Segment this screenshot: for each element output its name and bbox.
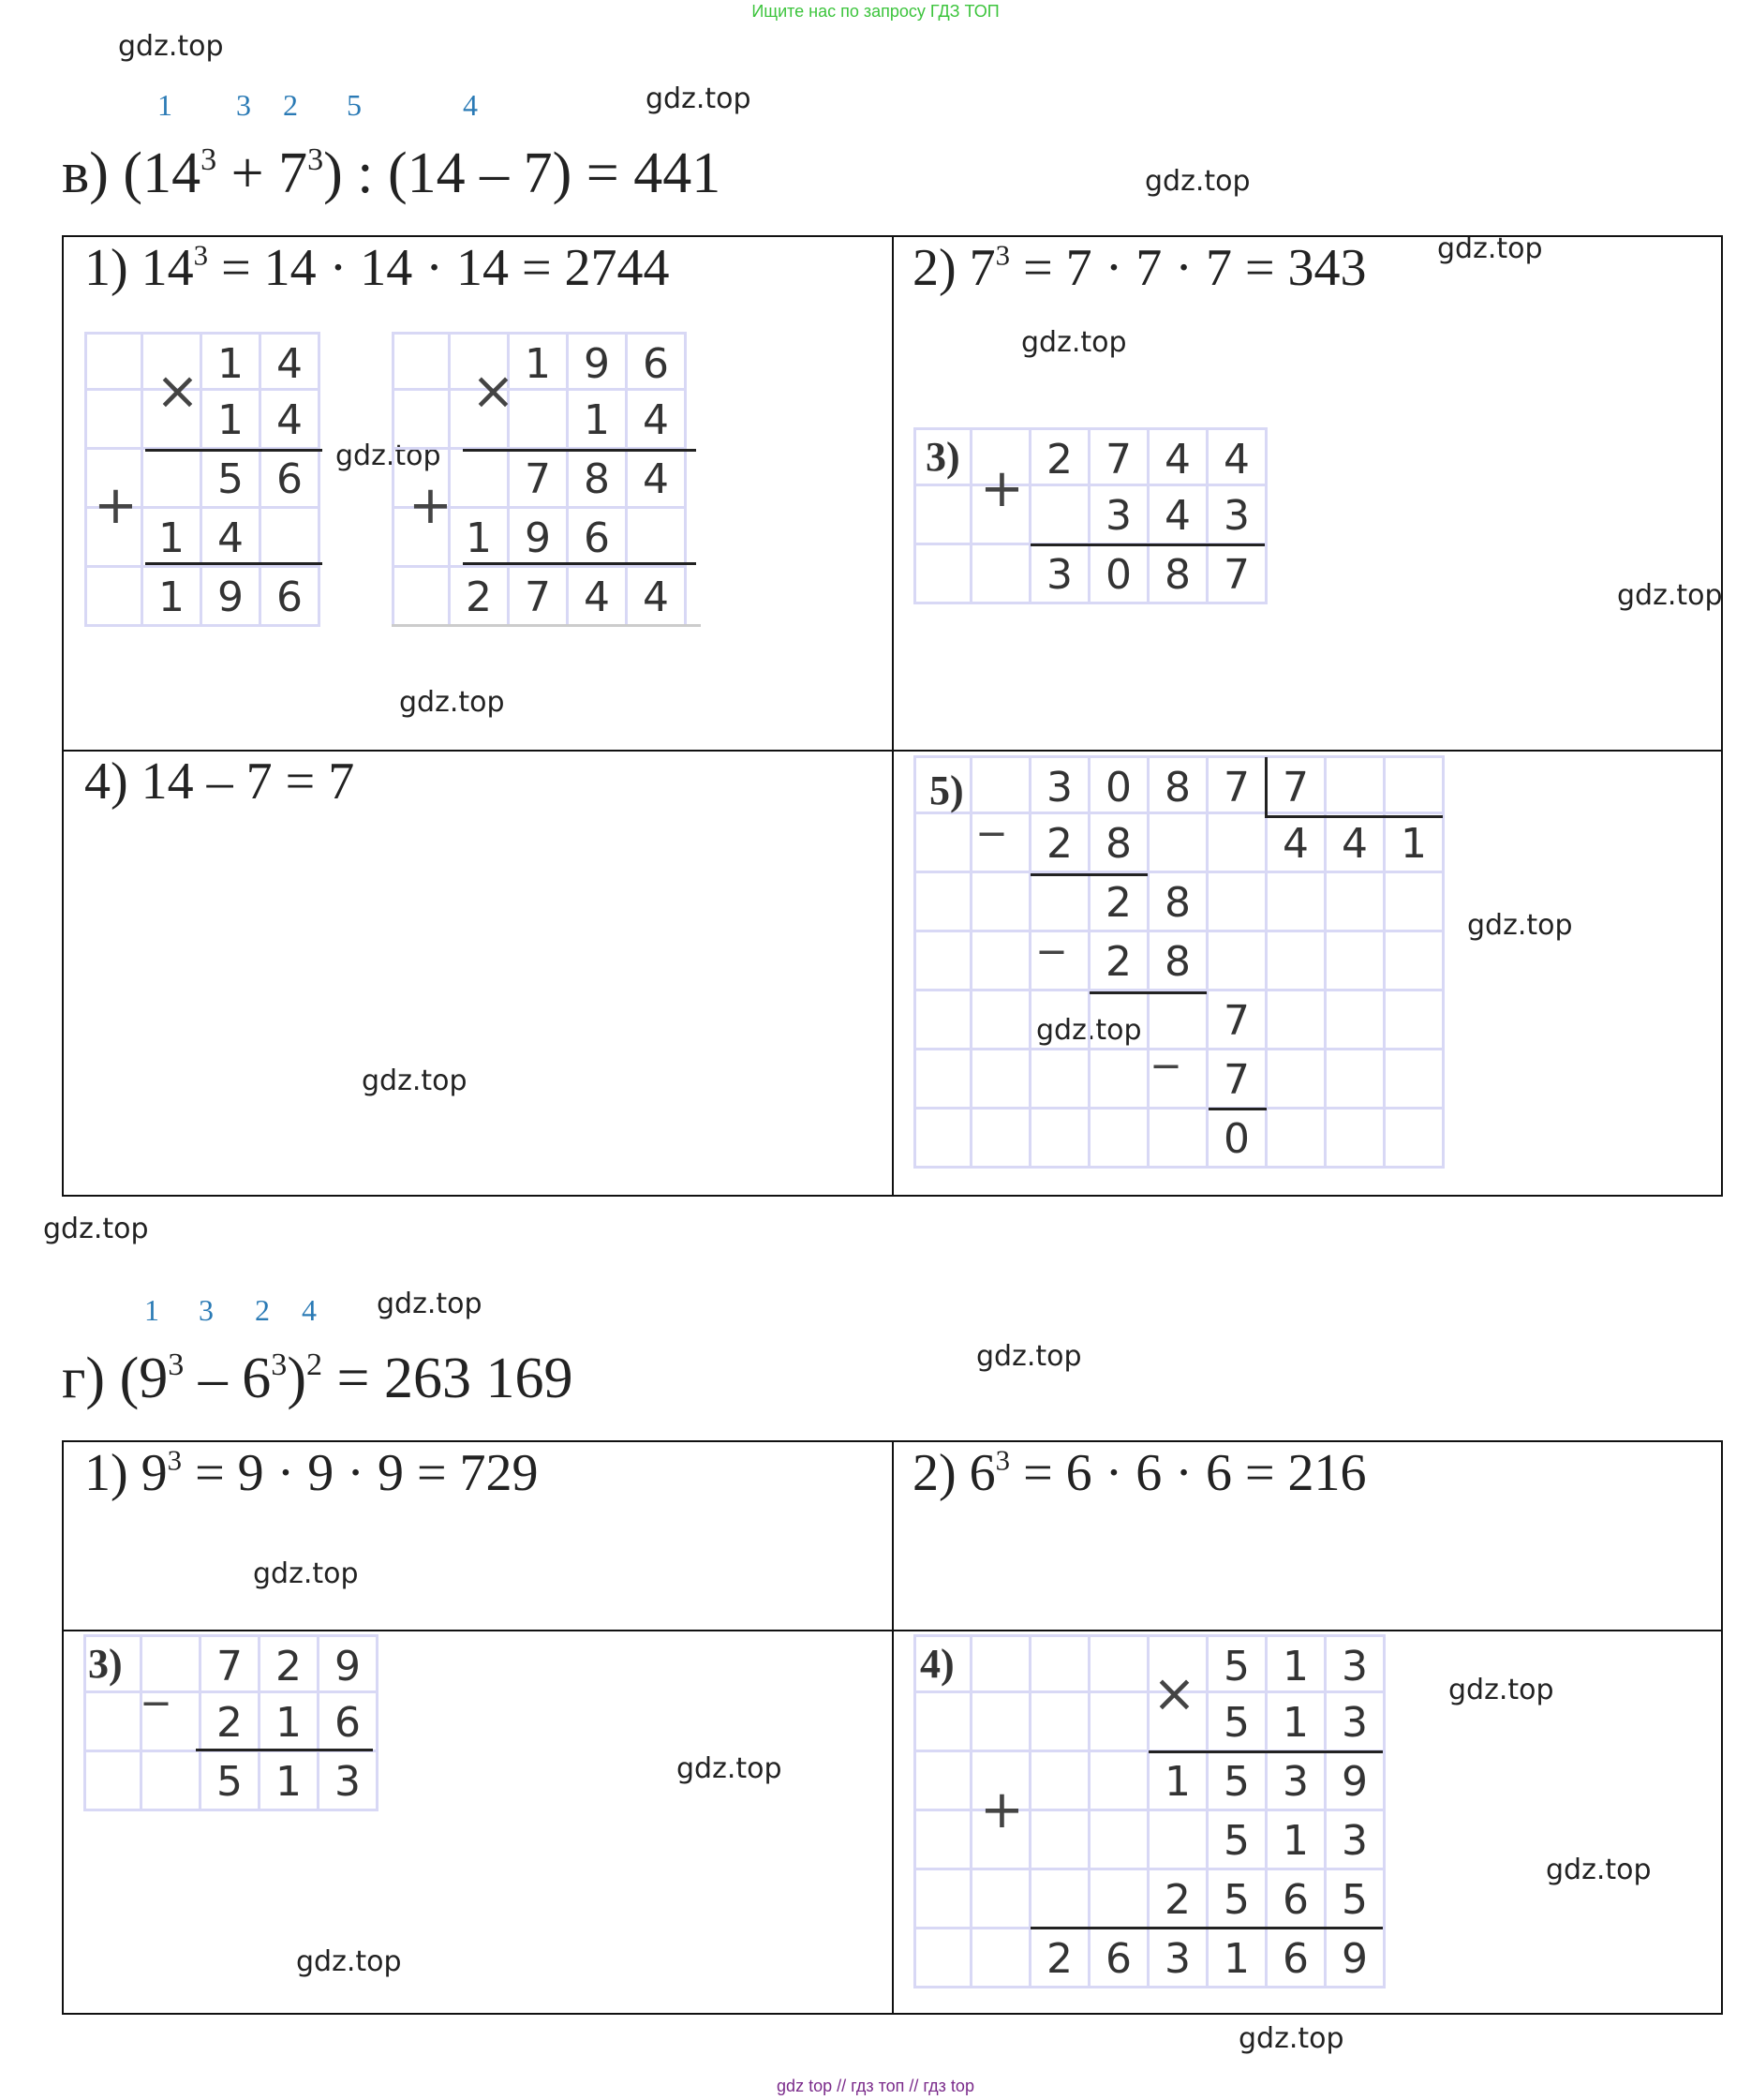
grid-cell xyxy=(451,450,510,509)
grid-cell xyxy=(84,332,143,391)
grid-cell xyxy=(1386,1110,1445,1169)
digit-cell: 5 xyxy=(1209,1693,1268,1752)
digit-cell: 0 xyxy=(1209,1110,1268,1169)
grid-cell xyxy=(392,391,451,450)
digit-cell: 4 xyxy=(1268,814,1327,873)
digit-cell: 1 xyxy=(202,332,261,391)
grid-cell xyxy=(1268,932,1327,991)
grid-cell xyxy=(1031,486,1091,545)
watermark: gdz.top xyxy=(645,82,751,115)
digit-cell: 5 xyxy=(1209,1870,1268,1929)
digit-cell: 2 xyxy=(1031,1929,1091,1988)
digit-cell: 2 xyxy=(1150,1870,1209,1929)
watermark: gdz.top xyxy=(377,1288,482,1320)
digit-cell: 8 xyxy=(1150,545,1209,604)
grid-cell xyxy=(1327,873,1386,932)
grid-cell xyxy=(913,1693,972,1752)
grid-cell xyxy=(628,509,687,568)
digit-cell: 3 xyxy=(1209,486,1268,545)
watermark: gdz.top xyxy=(976,1340,1082,1373)
grid-cell xyxy=(84,391,143,450)
digit-cell: 4 xyxy=(261,391,320,450)
division-bracket xyxy=(1265,757,1268,817)
grid-cell xyxy=(1031,1870,1091,1929)
grid-cell xyxy=(1091,991,1150,1050)
table-divider xyxy=(892,235,894,1197)
digit-cell: 2 xyxy=(451,568,510,627)
grid-cell xyxy=(1031,1752,1091,1811)
task-letter: в) xyxy=(62,141,109,205)
digit-cell: 6 xyxy=(1268,1870,1327,1929)
multiply-sign: × xyxy=(471,361,515,422)
grid-cell xyxy=(392,332,451,391)
result-line xyxy=(463,449,696,452)
digit-cell: 6 xyxy=(1091,1929,1150,1988)
digit-cell: 9 xyxy=(1327,1752,1386,1811)
digit-cell: 6 xyxy=(569,509,628,568)
watermark: gdz.top xyxy=(676,1752,782,1785)
grid-cell xyxy=(913,1110,972,1169)
step-label: 3) xyxy=(88,1641,123,1687)
minus-sign: _ xyxy=(1040,900,1063,954)
digit-cell: 6 xyxy=(628,332,687,391)
digit-cell: 2 xyxy=(260,1634,319,1693)
grid-cell xyxy=(972,1110,1031,1169)
result-line xyxy=(1031,544,1265,546)
digit-cell: 1 xyxy=(1150,1752,1209,1811)
plus-sign: + xyxy=(980,1780,1024,1840)
watermark: gdz.top xyxy=(1239,2022,1344,2055)
watermark: gdz.top xyxy=(1448,1674,1554,1706)
digit-cell: 1 xyxy=(202,391,261,450)
digit-cell: 1 xyxy=(1386,814,1445,873)
order-mark: 4 xyxy=(463,88,478,122)
result-line xyxy=(1031,873,1148,876)
grid-cell xyxy=(1327,991,1386,1050)
order-mark: 1 xyxy=(157,88,172,122)
digit-cell: 8 xyxy=(569,450,628,509)
step-2: 2) $6^3 = 6 \cdot 6 \cdot 6 = 216$ xyxy=(913,1444,1367,1502)
result-line xyxy=(1090,991,1207,994)
digit-cell: 2 xyxy=(1031,427,1091,486)
order-mark: 2 xyxy=(283,88,298,122)
grid-cell xyxy=(913,1811,972,1870)
result-line xyxy=(145,449,322,452)
digit-cell: 0 xyxy=(1091,755,1150,814)
digit-cell: 7 xyxy=(1268,755,1327,814)
digit-cell: 5 xyxy=(202,450,261,509)
digit-cell: 1 xyxy=(143,509,202,568)
digit-cell: 9 xyxy=(569,332,628,391)
task-letter: г) xyxy=(62,1347,106,1410)
grid-cell xyxy=(1268,991,1327,1050)
digit-cell: 1 xyxy=(260,1693,319,1752)
digit-cell: 1 xyxy=(1268,1693,1327,1752)
digit-cell: 1 xyxy=(1268,1811,1327,1870)
grid-cell xyxy=(1386,755,1445,814)
digit-cell: 3 xyxy=(1031,545,1091,604)
digit-cell: 5 xyxy=(1209,1811,1268,1870)
grid-cell xyxy=(972,1870,1031,1929)
result-line xyxy=(145,562,322,565)
grid-cell xyxy=(510,391,569,450)
step-label: 3) xyxy=(926,434,960,480)
grid-cell xyxy=(972,932,1031,991)
footer-banner[interactable]: gdz top // гдз топ // гдз top xyxy=(777,2077,974,2095)
grid-cell xyxy=(972,1634,1031,1693)
digit-cell: 4 xyxy=(628,450,687,509)
digit-cell: 6 xyxy=(1268,1929,1327,1988)
grid-cell xyxy=(1386,932,1445,991)
minus-sign: _ xyxy=(980,782,1003,836)
grid-cell xyxy=(1268,873,1327,932)
order-mark: 2 xyxy=(255,1293,270,1327)
grid-cell xyxy=(1031,991,1091,1050)
grid-cell xyxy=(913,991,972,1050)
watermark: gdz.top xyxy=(1021,326,1127,359)
grid-cell xyxy=(1268,1050,1327,1110)
digit-cell: 7 xyxy=(1209,755,1268,814)
step-1: 1) $14^3 = 14 \cdot 14 \cdot 14 = 2744$ xyxy=(84,239,670,297)
grid-cell xyxy=(913,545,972,604)
watermark: gdz.top xyxy=(1145,165,1251,198)
digit-cell: 7 xyxy=(510,450,569,509)
digit-cell: 6 xyxy=(261,568,320,627)
grid-cell xyxy=(972,873,1031,932)
digit-cell: 7 xyxy=(201,1634,260,1693)
digit-cell: 4 xyxy=(1209,427,1268,486)
digit-cell: 7 xyxy=(1209,991,1268,1050)
grid-cell xyxy=(1031,1811,1091,1870)
grid-cell xyxy=(1386,991,1445,1050)
grid-cell xyxy=(913,932,972,991)
digit-cell: 1 xyxy=(1209,1929,1268,1988)
order-mark: 3 xyxy=(199,1293,214,1327)
digit-cell: 3 xyxy=(1327,1634,1386,1693)
step-2: 2) $7^3 = 7 \cdot 7 \cdot 7 = 343$ xyxy=(913,239,1367,297)
grid-cell xyxy=(1091,1050,1150,1110)
plus-sign: + xyxy=(980,458,1024,519)
digit-cell: 4 xyxy=(628,391,687,450)
watermark: gdz.top xyxy=(1546,1854,1652,1886)
digit-cell: 1 xyxy=(510,332,569,391)
grid-edge xyxy=(392,624,701,627)
task-expression: в) $(14^3 + 7^3)$ : (14 – 7) = 441 xyxy=(62,141,721,205)
grid-cell xyxy=(392,568,451,627)
order-mark: 3 xyxy=(236,88,251,122)
digit-cell: 2 xyxy=(1091,932,1150,991)
digit-cell: 6 xyxy=(261,450,320,509)
task-expression: г) $(9^3 - 6^3)^2 = 263$ 169 xyxy=(62,1347,573,1410)
result-line xyxy=(1209,1108,1267,1110)
grid-cell xyxy=(84,568,143,627)
digit-cell: 1 xyxy=(569,391,628,450)
grid-cell xyxy=(913,873,972,932)
digit-cell: 2 xyxy=(1031,814,1091,873)
minus-sign: _ xyxy=(1154,1014,1178,1068)
result-line xyxy=(196,1749,373,1751)
grid-cell xyxy=(1091,1693,1150,1752)
watermark: gdz.top xyxy=(362,1065,467,1097)
watermark: gdz.top xyxy=(1617,579,1723,612)
digit-cell: 3 xyxy=(1031,755,1091,814)
digit-cell: 3 xyxy=(319,1752,378,1811)
watermark: gdz.top xyxy=(335,439,441,472)
grid-cell xyxy=(972,1929,1031,1988)
watermark: gdz.top xyxy=(296,1945,402,1978)
digit-cell: 8 xyxy=(1150,755,1209,814)
digit-cell: 7 xyxy=(1091,427,1150,486)
digit-cell: 2 xyxy=(201,1693,260,1752)
step-label: 5) xyxy=(929,767,964,813)
step-4: 4) 14 – 7 = 7 xyxy=(84,752,355,811)
digit-cell: 3 xyxy=(1268,1752,1327,1811)
grid-cell xyxy=(1327,1110,1386,1169)
plus-sign: + xyxy=(408,475,453,536)
digit-cell: 4 xyxy=(202,509,261,568)
digit-cell: 7 xyxy=(510,568,569,627)
result-line xyxy=(463,562,696,565)
digit-cell: 1 xyxy=(451,509,510,568)
digit-cell: 7 xyxy=(1209,1050,1268,1110)
grid-cell xyxy=(913,814,972,873)
watermark: gdz.top xyxy=(43,1213,149,1245)
digit-cell: 4 xyxy=(569,568,628,627)
digit-cell: 1 xyxy=(1268,1634,1327,1693)
digit-cell: 0 xyxy=(1091,545,1150,604)
grid-cell xyxy=(913,486,972,545)
grid-cell xyxy=(1031,1110,1091,1169)
digit-cell: 8 xyxy=(1150,932,1209,991)
watermark: gdz.top xyxy=(253,1557,359,1590)
minus-sign: _ xyxy=(144,1651,168,1705)
grid-cell xyxy=(972,545,1031,604)
digit-cell: 6 xyxy=(319,1693,378,1752)
digit-cell: 3 xyxy=(1150,1929,1209,1988)
grid-cell xyxy=(143,450,202,509)
digit-cell: 5 xyxy=(1327,1870,1386,1929)
digit-cell: 7 xyxy=(1209,545,1268,604)
grid-cell xyxy=(913,1752,972,1811)
grid-cell xyxy=(1031,1693,1091,1752)
multiply-sign: × xyxy=(1152,1663,1196,1724)
top-banner[interactable]: Ищите нас по запросу ГДЗ ТОП xyxy=(751,2,1000,21)
grid-cell xyxy=(1091,1811,1150,1870)
grid-cell xyxy=(1386,873,1445,932)
grid-cell xyxy=(1209,932,1268,991)
grid-cell xyxy=(83,1693,142,1752)
watermark: gdz.top xyxy=(118,30,224,63)
digit-cell: 5 xyxy=(201,1752,260,1811)
digit-cell: 2 xyxy=(1091,873,1150,932)
grid-cell xyxy=(1031,1634,1091,1693)
digit-cell: 4 xyxy=(1150,486,1209,545)
digit-cell: 9 xyxy=(1327,1929,1386,1988)
table-divider xyxy=(892,1440,894,2015)
grid-cell xyxy=(261,509,320,568)
digit-cell: 5 xyxy=(1209,1634,1268,1693)
grid-cell xyxy=(913,1050,972,1110)
grid-cell xyxy=(1386,1050,1445,1110)
grid-cell xyxy=(1209,873,1268,932)
watermark: gdz.top xyxy=(399,686,505,719)
grid-cell xyxy=(1150,1811,1209,1870)
grid-cell xyxy=(1091,1110,1150,1169)
digit-cell: 3 xyxy=(1327,1811,1386,1870)
digit-cell: 5 xyxy=(1209,1752,1268,1811)
grid-cell xyxy=(1327,1050,1386,1110)
order-mark: 1 xyxy=(144,1293,159,1327)
digit-cell: 3 xyxy=(1091,486,1150,545)
grid-cell xyxy=(913,1870,972,1929)
digit-cell: 4 xyxy=(628,568,687,627)
digit-cell: 1 xyxy=(260,1752,319,1811)
order-mark: 4 xyxy=(302,1293,317,1327)
result-line xyxy=(1031,1927,1383,1929)
grid-cell xyxy=(1268,1110,1327,1169)
grid-cell xyxy=(83,1752,142,1811)
digit-cell: 1 xyxy=(143,568,202,627)
division-bracket xyxy=(1265,815,1443,818)
digit-cell: 8 xyxy=(1150,873,1209,932)
grid-cell xyxy=(913,1929,972,1988)
watermark: gdz.top xyxy=(1467,909,1573,942)
grid-cell xyxy=(972,1050,1031,1110)
grid-cell xyxy=(142,1752,201,1811)
grid-cell xyxy=(1150,814,1209,873)
result-line xyxy=(1149,1750,1383,1753)
grid-cell xyxy=(972,991,1031,1050)
step-label: 4) xyxy=(920,1641,955,1687)
digit-cell: 4 xyxy=(1150,427,1209,486)
grid-cell xyxy=(1091,1870,1150,1929)
grid-cell xyxy=(1150,1110,1209,1169)
digit-cell: 4 xyxy=(1327,814,1386,873)
digit-cell: 8 xyxy=(1091,814,1150,873)
grid-cell xyxy=(1327,755,1386,814)
digit-cell: 4 xyxy=(261,332,320,391)
digit-cell: 3 xyxy=(1327,1693,1386,1752)
plus-sign: + xyxy=(94,475,138,536)
step-1: 1) $9^3 = 9 \cdot 9 \cdot 9 = 729$ xyxy=(84,1444,539,1502)
order-mark: 5 xyxy=(347,88,362,122)
grid-cell xyxy=(1031,1050,1091,1110)
watermark: gdz.top xyxy=(1036,1014,1142,1047)
digit-cell: 9 xyxy=(510,509,569,568)
digit-cell: 9 xyxy=(202,568,261,627)
grid-cell xyxy=(1209,814,1268,873)
grid-cell xyxy=(972,1693,1031,1752)
digit-cell: 9 xyxy=(319,1634,378,1693)
multiply-sign: × xyxy=(156,361,200,422)
grid-cell xyxy=(1091,1634,1150,1693)
watermark: gdz.top xyxy=(1437,232,1543,265)
grid-cell xyxy=(1327,932,1386,991)
table-divider xyxy=(62,1630,1723,1631)
grid-cell xyxy=(1091,1752,1150,1811)
